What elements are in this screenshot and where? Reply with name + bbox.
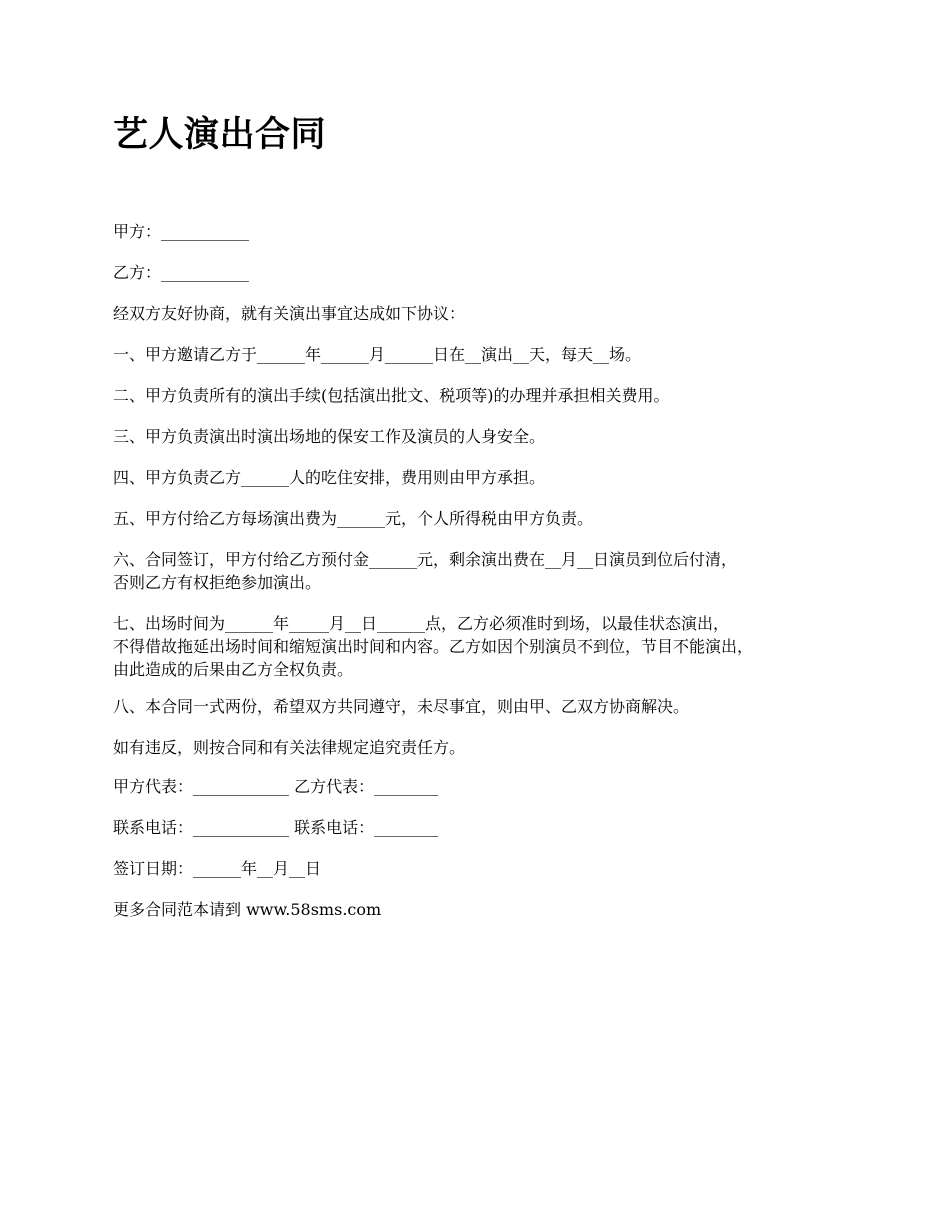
party-b-line: 乙方：___________ (113, 263, 250, 282)
phones-line: 联系电话：____________ 联系电话：________ (113, 818, 439, 837)
clause-3: 三、甲方负责演出时演出场地的保安工作及演员的人身安全。 (113, 427, 546, 446)
clause-7-line-3: 由此造成的后果由乙方全权负责。 (113, 660, 354, 679)
clause-1: 一、甲方邀请乙方于______年______月______日在__演出__天，每天__场。 (113, 345, 642, 364)
violation-text: 如有违反，则按合同和有关法律规定追究责任方。 (113, 738, 466, 757)
clause-5: 五、甲方付给乙方每场演出费为______元，个人所得税由甲方负责。 (113, 509, 594, 528)
sign-date-line: 签订日期：______年__月__日 (113, 859, 322, 878)
clause-6-line-2: 否则乙方有权拒绝参加演出。 (113, 573, 322, 592)
footer-text: 更多合同范本请到 www.58sms.com (113, 900, 382, 919)
clause-8: 八、本合同一式两份，希望双方共同遵守，未尽事宜，则由甲、乙双方协商解决。 (113, 697, 690, 716)
representatives-line: 甲方代表：____________ 乙方代表：________ (113, 777, 439, 796)
clause-6-line-1: 六、合同签订，甲方付给乙方预付金______元，剩余演出费在__月__日演员到位后付清， (113, 550, 738, 569)
intro-text: 经双方友好协商，就有关演出事宜达成如下协议： (113, 304, 466, 323)
party-a-line: 甲方：___________ (113, 222, 250, 241)
page-title: 艺人演出合同 (113, 115, 327, 155)
clause-7-line-2: 不得借故拖延出场时间和缩短演出时间和内容。乙方如因个别演员不到位，节目不能演出， (113, 637, 754, 656)
clause-7-line-1: 七、出场时间为______年_____月__日______点，乙方必须准时到场，以最佳状态演出， (113, 614, 730, 633)
clause-2: 二、甲方负责所有的演出手续(包括演出批文、税项等)的办理并承担相关费用。 (113, 386, 670, 405)
clause-4: 四、甲方负责乙方______人的吃住安排，费用则由甲方承担。 (113, 468, 546, 487)
